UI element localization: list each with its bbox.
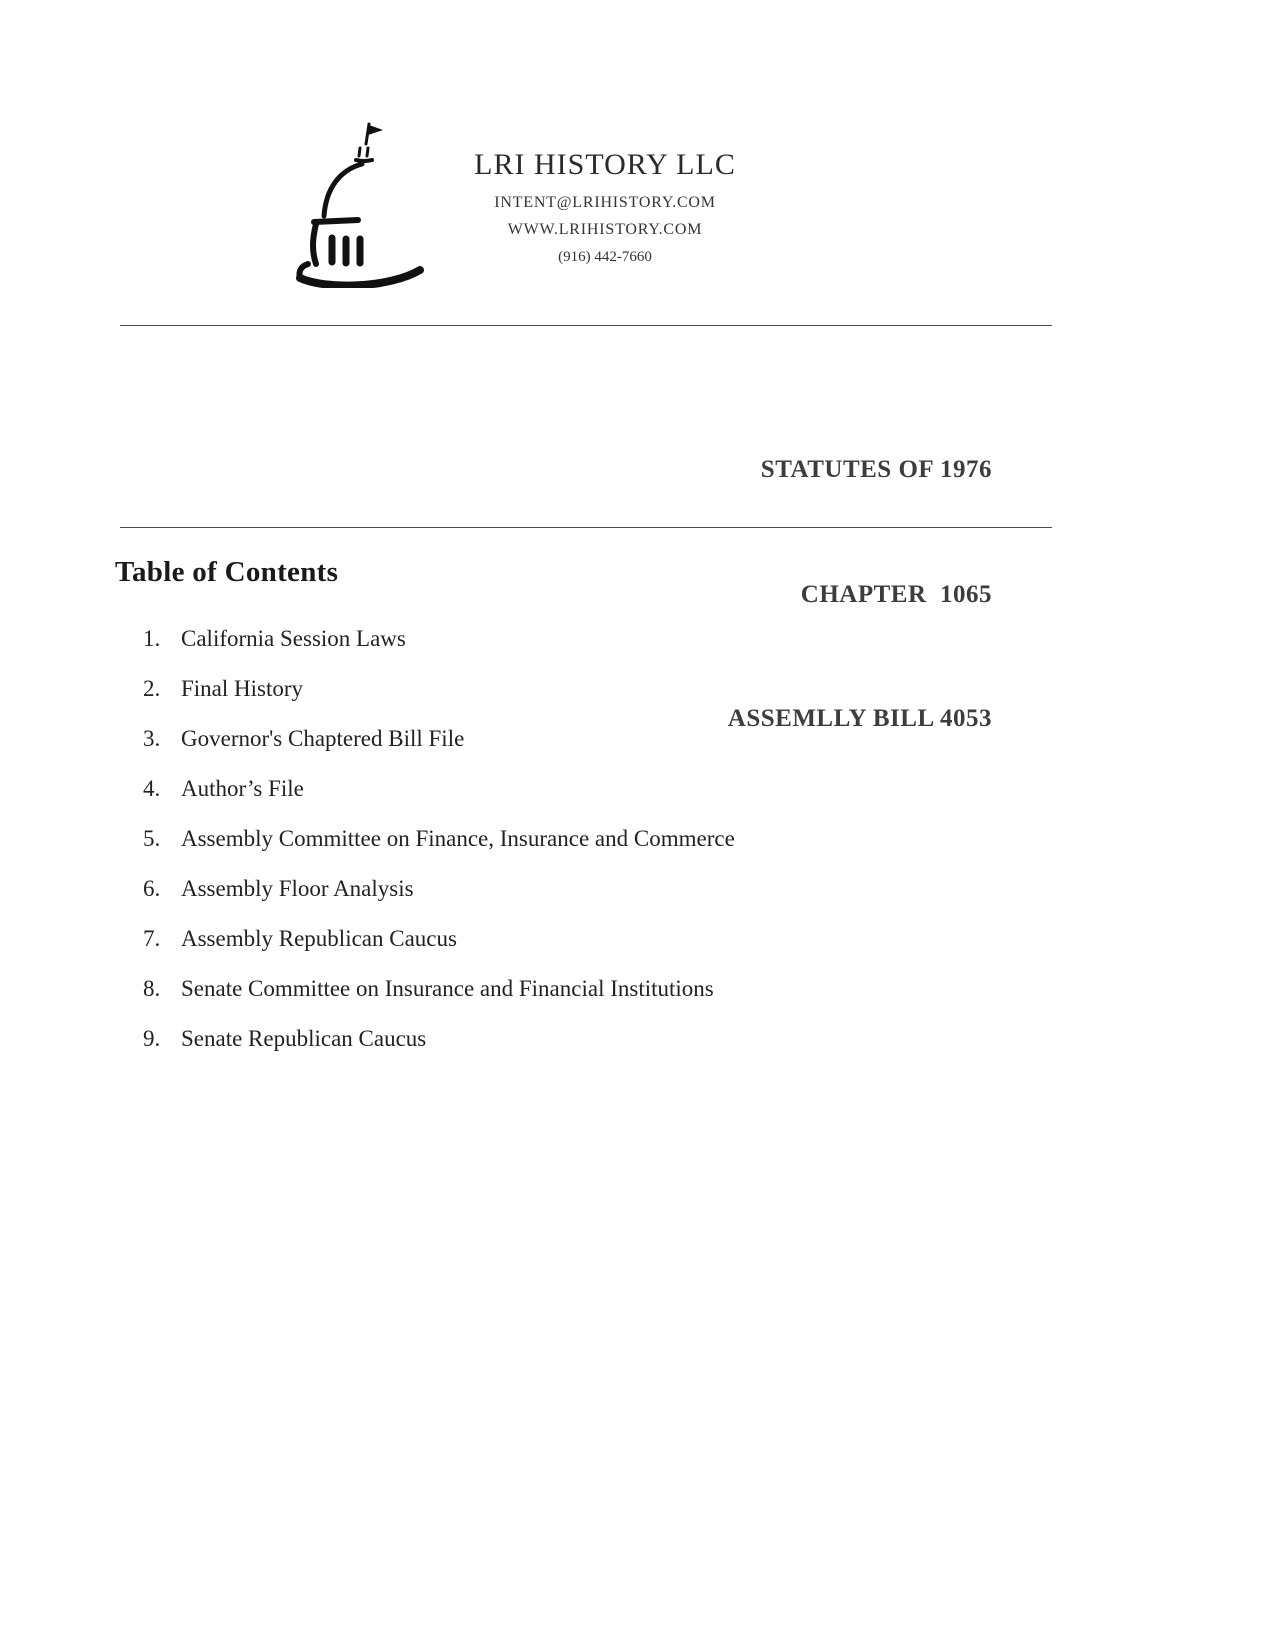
toc-item bbox=[143, 926, 735, 952]
toc-item bbox=[143, 626, 735, 652]
capitol-logo-icon bbox=[286, 118, 438, 288]
toc-item bbox=[143, 1026, 735, 1052]
statutes-line: STATUTES OF 1976 bbox=[760, 456, 992, 483]
toc-item bbox=[143, 876, 735, 902]
toc-item-label: Assembly Republican Caucus bbox=[181, 926, 457, 951]
divider-bottom bbox=[120, 527, 1052, 528]
company-email: INTENT@LRIHISTORY.COM bbox=[494, 194, 716, 211]
toc-item-label: California Session Laws bbox=[181, 626, 406, 651]
statute-title-block bbox=[728, 366, 992, 823]
chapter-line: CHAPTER 1065 bbox=[800, 580, 992, 608]
toc-item-number: 1. bbox=[143, 626, 161, 651]
toc-item-number: 7. bbox=[143, 926, 161, 951]
toc-item-number: 6. bbox=[143, 876, 161, 901]
company-phone: (916) 442-7660 bbox=[558, 249, 652, 265]
company-header bbox=[425, 148, 785, 266]
bill-line: ASSEMLLY BILL 4053 bbox=[727, 705, 992, 732]
toc-item-label: Final History bbox=[181, 676, 304, 701]
toc-item-label: Assembly Committee on Finance, Insurance and Commerce bbox=[181, 826, 735, 851]
toc-item-label: Author’s File bbox=[181, 776, 304, 801]
toc-item-number: 8. bbox=[143, 976, 161, 1001]
toc-item-label: Assembly Floor Analysis bbox=[181, 876, 414, 901]
divider-top bbox=[120, 325, 1052, 326]
toc-item-number: 3. bbox=[143, 726, 161, 751]
toc-item-number: 4. bbox=[143, 776, 161, 801]
toc-item bbox=[143, 676, 735, 702]
toc-item bbox=[143, 976, 735, 1002]
company-website: WWW.LRIHISTORY.COM bbox=[507, 221, 703, 238]
company-name: LRI HISTORY LLC bbox=[474, 148, 736, 181]
toc-item-number: 2. bbox=[143, 676, 161, 701]
toc-heading: Table of Contents bbox=[115, 556, 339, 588]
toc-item-number: 9. bbox=[143, 1026, 161, 1051]
toc-item-label: Governor's Chaptered Bill File bbox=[181, 726, 465, 751]
toc-item bbox=[143, 776, 735, 802]
toc-item-label: Senate Republican Caucus bbox=[181, 1026, 427, 1051]
toc-item bbox=[143, 826, 735, 852]
toc-item bbox=[143, 726, 735, 752]
toc-list bbox=[143, 626, 735, 1076]
toc-item-number: 5. bbox=[143, 826, 161, 851]
toc-item-label: Senate Committee on Insurance and Financial Institutions bbox=[181, 976, 714, 1001]
